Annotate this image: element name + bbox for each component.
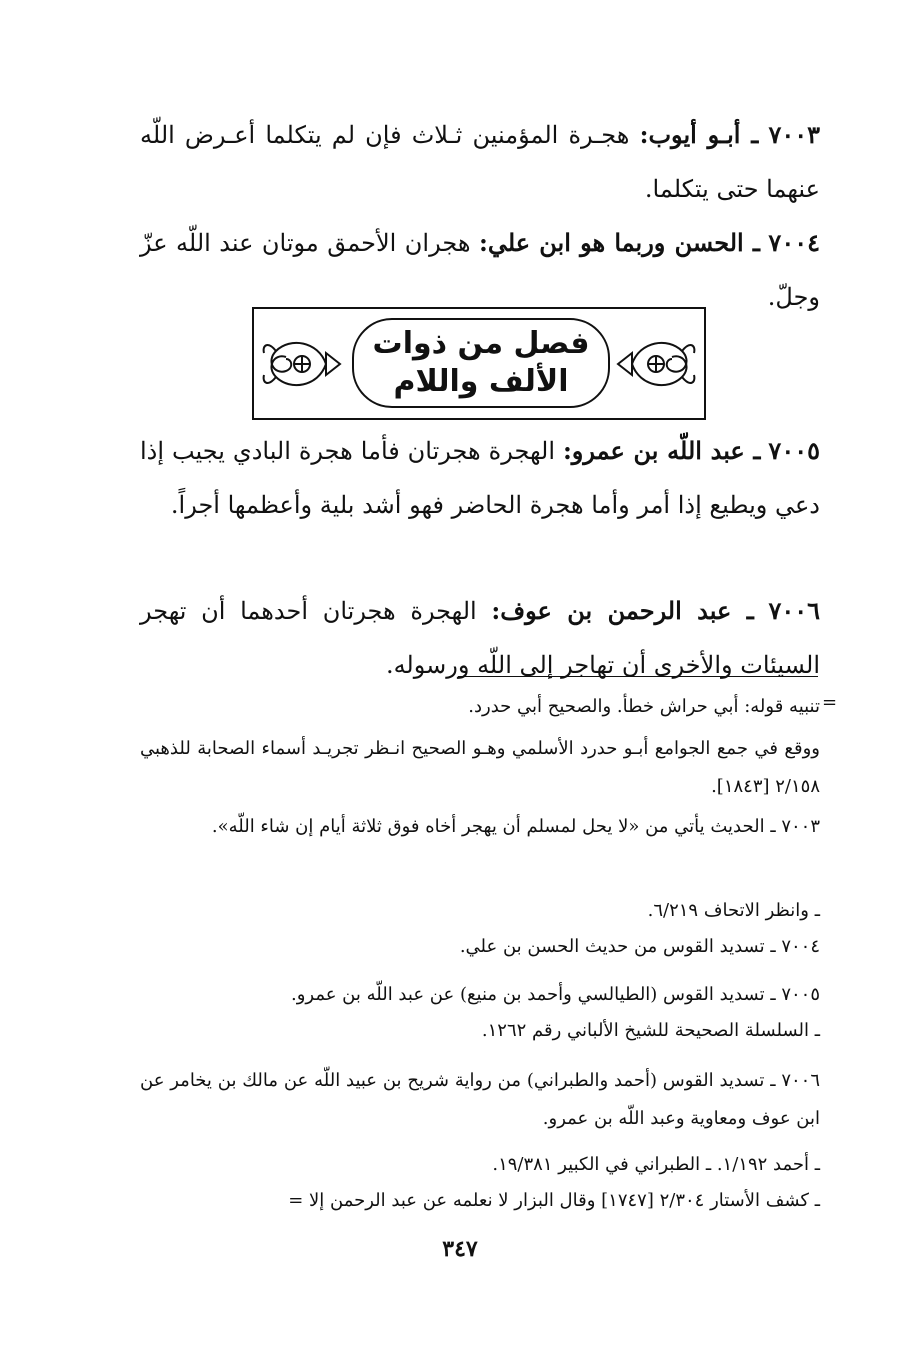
entry-narrator: ـ عبد اللّه بن عمرو: xyxy=(562,436,761,465)
entry-narrator: ـ الحسن وربما هو ابن علي: xyxy=(478,228,760,257)
ornament-right-icon xyxy=(610,323,700,405)
entry-text: هجران الأحمق موتان عند اللّه عزّ وجلّ. xyxy=(140,229,820,311)
entry-number: ٧٠٠٥ xyxy=(768,436,820,465)
entry-narrator: ـ عبد الرحمن بن عوف: xyxy=(491,596,754,625)
section-heading xyxy=(352,318,610,408)
entry-7003 xyxy=(140,108,820,216)
section-heading-line-2: الألف واللام xyxy=(393,364,569,399)
footnote: تنبيه قوله: أبي حراش خطأ. والصحيح أبي حدرد. xyxy=(468,696,820,717)
footnote: ٧٠٠٤ ـ تسديد القوس من حديث الحسن بن علي. xyxy=(459,936,820,957)
entry-7005 xyxy=(140,424,820,532)
entry-text: هجـرة المؤمنين ثـلاث فإن لم يتكلما أعـرض اللّه عنهما حتى يتكلما. xyxy=(140,121,820,203)
section-heading-frame xyxy=(252,307,706,420)
footnote: ٧٠٠٣ ـ الحديث يأتي من «لا يحل لمسلم أن يهجر أخاه فوق ثلاثة أيام إن شاء اللّه». xyxy=(211,816,820,837)
section-heading-line-1: فصل من ذوات xyxy=(372,326,590,361)
footnote: ووقع في جمع الجوامع أبـو حدرد الأسلمي وهـو الصحيح انـظر تجريـد أسماء الصحابة للذهبي ٢/١٥٨ [١٨٤٣]. xyxy=(140,738,820,797)
footnote: ٧٠٠٥ ـ تسديد القوس (الطيالسي وأحمد بن منيع) عن عبد اللّه بن عمرو. xyxy=(290,984,820,1005)
footnote-continuation-marker: = xyxy=(822,692,838,713)
footnote: ـ السلسلة الصحيحة للشيخ الألباني رقم ١٢٦٢. xyxy=(481,1020,820,1041)
entry-number: ٧٠٠٦ xyxy=(768,596,820,625)
footnote: ـ وانظر الاتحاف ٦/٢١٩. xyxy=(647,900,820,921)
footnote: ـ كشف الأستار ٢/٣٠٤ [١٧٤٧] وقال البزار لا نعلمه عن عبد الرحمن إلا = xyxy=(288,1190,820,1211)
page-number: ٣٤٧ xyxy=(442,1236,478,1262)
footnote: ـ أحمد ١/١٩٢. ـ الطبراني في الكبير ١٩/٣٨١. xyxy=(492,1154,820,1175)
entry-text: الهجرة هجرتان أحدهما أن تهجر السيئات والأخرى أن تهاجر إلى اللّه ورسوله. xyxy=(140,597,820,679)
entry-text: الهجرة هجرتان فأما هجرة البادي يجيب إذا دعي ويطيع إذا أمر وأما هجرة الحاضر فهو أشد بلية وأعظمها أجراً. xyxy=(140,437,820,519)
entry-number: ٧٠٠٣ xyxy=(768,120,821,149)
footnote-separator xyxy=(458,676,818,677)
entry-number: ٧٠٠٤ xyxy=(768,228,820,257)
entry-narrator: ـ أبـو أيوب: xyxy=(639,120,759,149)
footnote: ٧٠٠٦ ـ تسديد القوس (أحمد والطبراني) من رواية شريح بن عبيد اللّه عن مالك بن يخامر عن ابن عوف ومعاوية وعبد اللّه بن عمرو. xyxy=(140,1070,820,1129)
ornament-left-icon xyxy=(258,323,348,405)
